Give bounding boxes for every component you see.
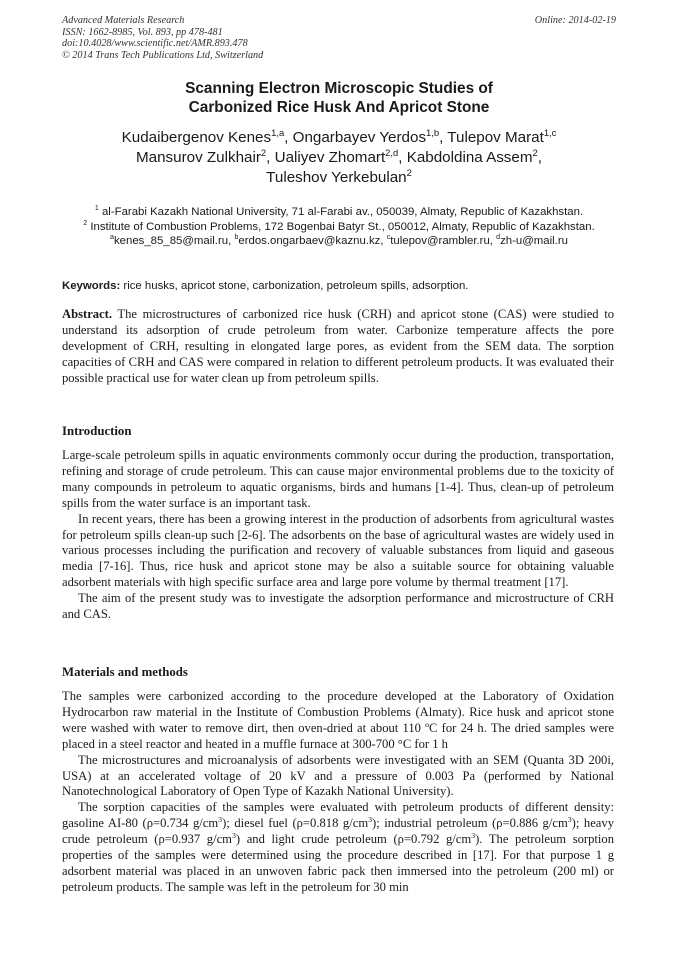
superscript: 3 [471, 830, 476, 840]
paragraph: The aim of the present study was to investigate the adsorption performance and microstructure of CRH and CAS. [62, 591, 614, 622]
abstract-label: Abstract. [62, 307, 113, 321]
author-affil-sup: 1,c [543, 126, 557, 138]
keywords [62, 279, 616, 293]
text-run: ); heavy crude petroleum (ρ=0.937 g/cm [62, 816, 614, 847]
author-line-1: Kudaibergenov Kenes$^{1,a}$, Ongarbayev Yerdos$^{1,b}$, Tulepov Marat$^{1,c}$ [121, 126, 557, 146]
keywords-label: Keywords: [62, 280, 121, 292]
superscript: 3 [368, 815, 373, 825]
paragraph [62, 800, 614, 895]
abstract-text: The microstructures of carbonized rice husk (CRH) and apricot stone (CAS) were studied to understand its adsorption of crude petroleum from water. Carbonize temperature affects the pore development of CRH, resulting in elongated large pores, as evident from the SEM data. The sorption capacities of CRH and CAS were compared in relation to different petroleum products. It was evaluated their possible practical use for water clean up from petroleum spills. [62, 307, 614, 385]
paragraph: The microstructures and microanalysis of adsorbents were investigated with an SEM (Quanta 3D 200i, USA) at an accelerated voltage of 20 kV and a pressure of 0.003 Pa (performed by National Nanotechnological Laboratory of Open Type of Kazakh National University). [62, 752, 614, 799]
author-affil-sup: 1,b [426, 126, 440, 138]
text-run: ) and light crude petroleum (ρ=0.792 g/cm [235, 832, 472, 847]
email-line [62, 234, 616, 249]
email-link[interactable]: tulepov@rambler.ru, [390, 235, 493, 247]
affiliation-1 [62, 205, 616, 220]
page-header [62, 15, 616, 61]
text-run: The sorption capacities of the samples were evaluated with petroleum products of different density: gasoline AI-80 (ρ=0.734 g/cm [62, 800, 614, 831]
text-run: ). The petroleum sorption properties of the samples were determined using the procedure described in [17]. For that purpose 1 g adsorbent material was placed in an unwoven fabric pack then immersed into the petroleum (200 ml) or petroleum products. The sample was left in the petroleum for 30 min [62, 832, 614, 894]
author-name: Mansurov Zulkhair [136, 149, 261, 166]
paragraph: The samples were carbonized according to the procedure developed at the Laboratory of Oxidation Hydrocarbon raw material in the Institute of Combustion Problems (Almaty). Rice husk and apricot stone were washed with water to remove dirt, then oven-dried at about 110 ºC for 24 h. The dried samples were placed in a steel reactor and heated in a muffle furnace at 300-700 °C for 1 h [62, 689, 614, 751]
affiliation-2-text: Institute of Combustion Problems, 172 Bogenbai Batyr St., 050012, Almaty, Republic of Kazakhstan. [90, 220, 595, 233]
title-line-2: Carbonized Rice Husk And Apricot Stone [188, 99, 490, 116]
issn-line: ISSN: 1662-8985, Vol. 893, pp 478-481 [62, 26, 223, 38]
affiliation-1-text: al-Farabi Kazakh National University, 71 al-Farabi av., 050039, Almaty, Republic of Kazakhstan. [101, 206, 584, 218]
email-link[interactable]: erdos.ongarbaev@kaznu.kz, [238, 235, 384, 247]
text-run: ); diesel fuel (ρ=0.818 g/cm [222, 816, 369, 831]
methods-body [62, 689, 614, 896]
author-affil-sup: 2 [532, 146, 538, 158]
author-affil-sup: 1,a [271, 126, 285, 138]
author-line-3 [62, 168, 616, 188]
email-sup: c [386, 234, 391, 242]
superscript: 3 [231, 830, 236, 840]
abstract [62, 307, 614, 387]
affil-sup: 2 [83, 219, 88, 227]
author-line-2: Mansurov Zulkhair$^2$, Ualiyev Zhomart$^{2,d}$, Kabdoldina Assem$^2$, [136, 146, 542, 166]
author-affil-sup: 2,d [385, 146, 399, 158]
author-name: Tulepov Marat [447, 129, 544, 146]
author-name: Ualiyev Zhomart [274, 149, 386, 166]
doi-line: doi:10.4028/www.scientific.net/AMR.893.478 [62, 38, 248, 49]
introduction-body [62, 448, 614, 623]
title-line-1: Scanning Electron Microscopic Studies of [185, 80, 493, 97]
text-run: ); industrial petroleum (ρ=0.886 g/cm [372, 816, 568, 831]
affil-sup: 1 [94, 205, 99, 213]
superscript: 3 [567, 815, 572, 825]
affiliation-2 [62, 220, 616, 235]
email-sup: a [110, 234, 114, 242]
email-link[interactable]: kenes_85_85@mail.ru, [113, 235, 232, 247]
author-affil-sup: 2 [406, 166, 412, 178]
author-affil-sup: 2 [260, 146, 267, 158]
paragraph: Large-scale petroleum spills in aquatic environments commonly occur during the production, transportation, refining and storage of crude petroleum. This can cause major environmental problems due to the toxicity of many compounds in petroleum to aquatic organisms, birds and humans [1-4]. Thus, clean-up of petroleum spills from the water surface is an important task. [62, 448, 614, 510]
superscript: 3 [218, 815, 223, 825]
copyright-line: © 2014 Trans Tech Publications Ltd, Switzerland [62, 49, 264, 61]
email-link[interactable]: zh-u@mail.ru [500, 235, 568, 247]
author-list [62, 128, 616, 188]
paper-title [62, 79, 616, 117]
keywords-text: rice husks, apricot stone, carbonization, petroleum spills, adsorption. [123, 280, 469, 292]
email-sup: d [496, 234, 501, 242]
affiliations [62, 205, 616, 249]
section-heading-introduction: Introduction [62, 424, 132, 438]
journal-name: Advanced Materials Research [62, 15, 185, 26]
author-name: Tuleshov Yerkebulan [266, 169, 407, 186]
email-sup: b [234, 234, 239, 242]
author-name: Kudaibergenov Kenes [121, 129, 272, 146]
online-date: Online: 2014-02-19 [534, 15, 616, 26]
author-name: Kabdoldina Assem [406, 149, 533, 166]
section-heading-methods: Materials and methods [62, 665, 188, 679]
paragraph: In recent years, there has been a growing interest in the production of adsorbents from agricultural wastes for petroleum spills clean-up such [2-6]. The adsorbents on the base of agricultural wastes are widely used in various processes including the purification and recovery of valuable substances from liquid and gaseous media [7-16]. Thus, rice husk and apricot stone may be also a suitable source for obtaining valuable adsorbent materials with high specific surface area and large pore volume by thermal treatment [17]. [62, 511, 614, 590]
author-name: Ongarbayev Yerdos [292, 129, 427, 146]
